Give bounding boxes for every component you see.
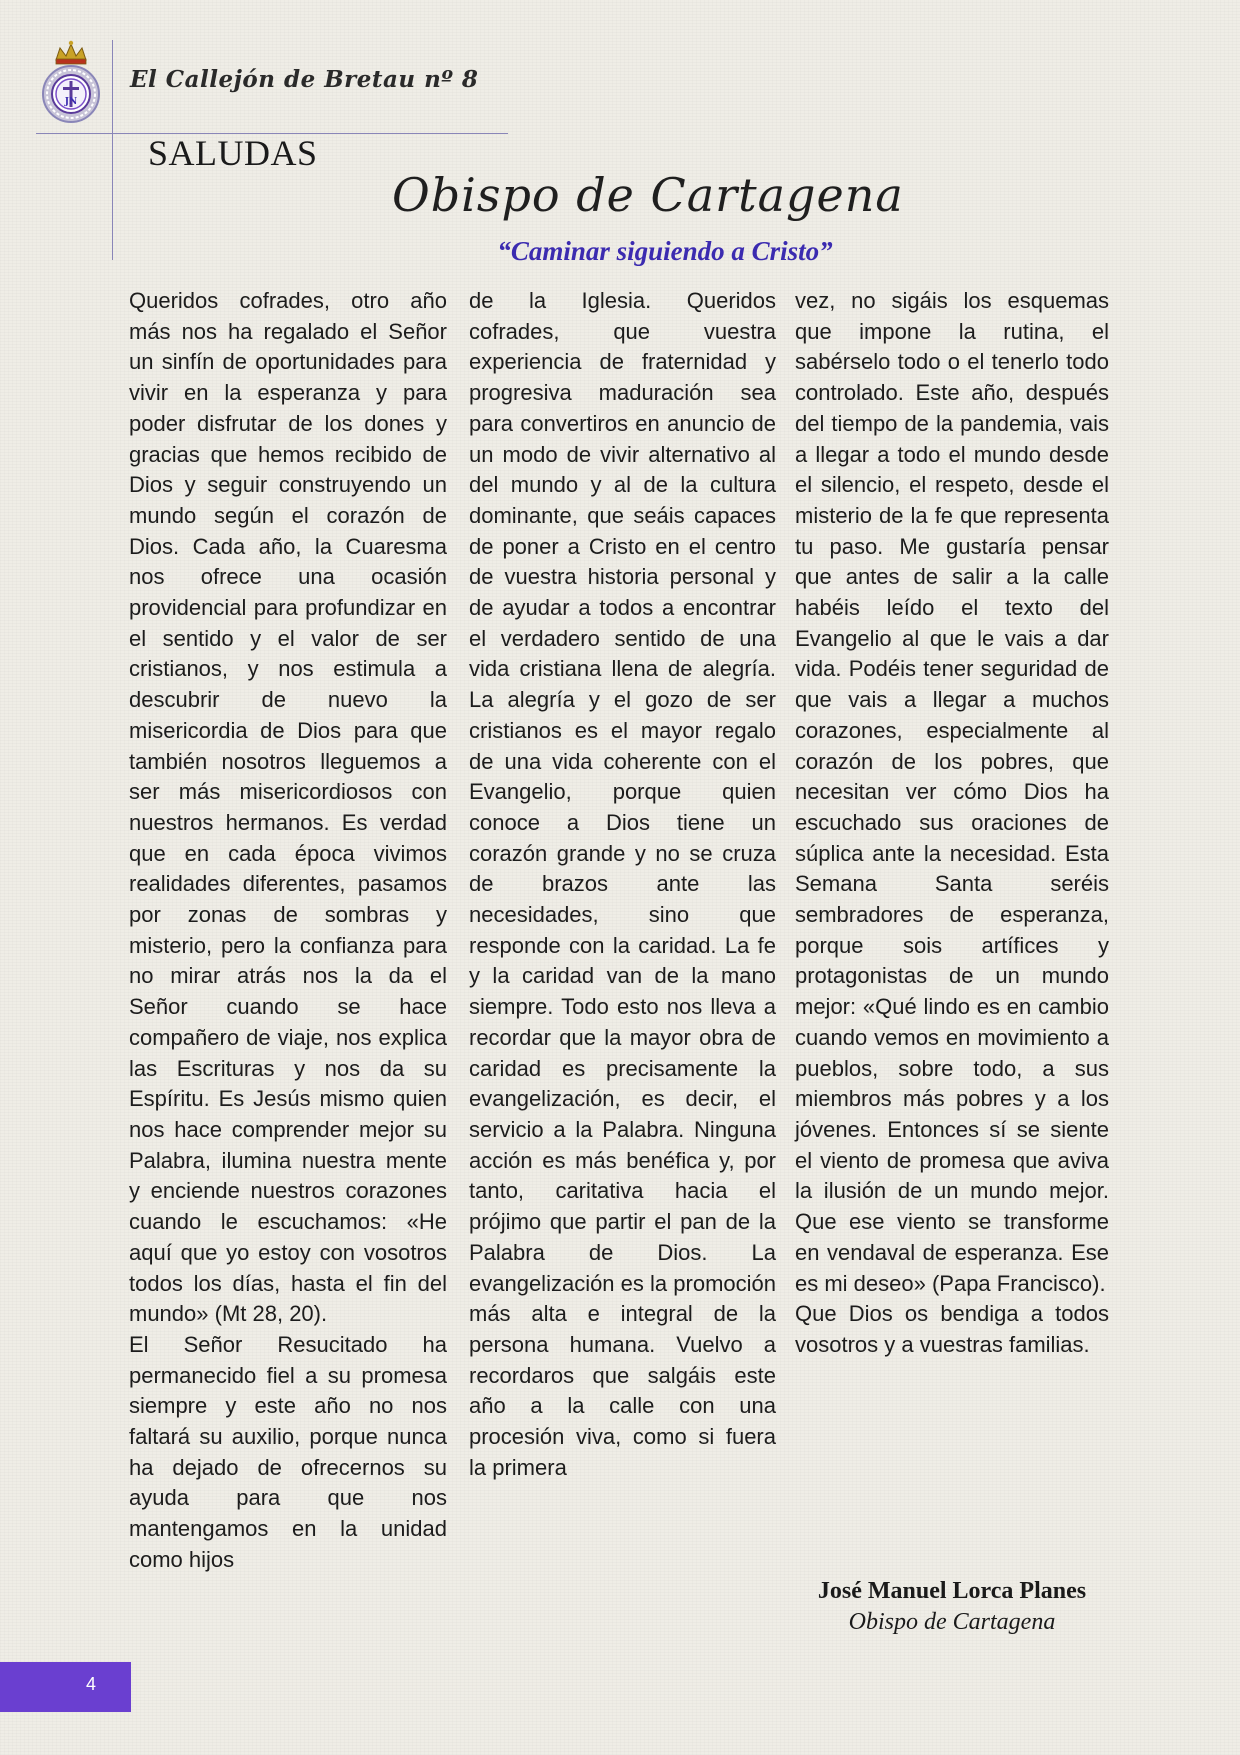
svg-text:JN: JN xyxy=(64,97,78,107)
article-column-3 xyxy=(795,286,1109,1361)
brotherhood-emblem xyxy=(38,38,104,128)
crown-icon xyxy=(56,41,86,64)
paragraph: vez, no sigáis los esquemas que impone la rutina, el sabérselo todo o el tenerlo todo controlado. Este año, después del tiempo de la pandemia, vais a llegar a todo el mundo desde el silencio, el respeto, desde el misterio de la fe que representa tu paso. Me gustaría pensar que antes de salir a la calle habéis leído el texto del Evangelio al que le vais a dar vida. Podéis tener seguridad de que vais a llegar a muchos corazones, especialmente al corazón de los pobres, que necesitan ver cómo Dios ha escuchado sus oraciones de súplica ante la necesidad. Esta Semana Santa seréis sembradores de esperanza, porque sois artífices y protagonistas de un mundo mejor: «Qué lindo es en cambio cuando vemos en movimiento a pueblos, sobre todo, a sus miembros más pobres y a los jóvenes. Entonces sí se siente el viento de promesa que aviva la ilusión de un mundo mejor. Que ese viento se transforme en vendaval de esperanza. Ese es mi deseo» (Papa Francisco). xyxy=(795,288,1109,1296)
vertical-rule xyxy=(112,40,113,260)
article-column-2 xyxy=(469,286,776,1483)
page-number: 4 xyxy=(86,1674,97,1694)
paragraph: Queridos cofrades, otro año más nos ha regalado el Señor un sinfín de oportunidades para vivir en la esperanza y para poder disfrutar de los dones y gracias que hemos recibido de Dios y seguir construyendo un mundo según el corazón de Dios. Cada año, la Cuaresma nos ofrece una ocasión providencial para profundizar en el sentido y el valor de ser cristianos, y nos estimula a descubrir de nuevo la misericordia de Dios para que también nosotros lleguemos a ser más misericordiosos con nuestros hermanos. Es verdad que en cada época vivimos realidades diferentes, pasamos por zonas de sombras y misterio, pero la confianza para no mirar atrás nos la da el Señor cuando se hace compañero de viaje, nos explica las Escrituras y nos da su Espíritu. Es Jesús mismo quien nos hace comprender mejor su Palabra, ilumina nuestra mente y enciende nuestros corazones cuando le escuchamos: «He aquí que yo estoy con vosotros todos los días, hasta el fin del mundo» (Mt 28, 20). xyxy=(129,288,447,1327)
seal-icon xyxy=(43,66,99,122)
signature-name: José Manuel Lorca Planes xyxy=(817,1578,1087,1604)
article-column-1 xyxy=(129,286,447,1576)
paragraph: El Señor Resucitado ha permanecido fiel a su promesa siempre y este año no nos faltará su auxilio, porque nunca ha dejado de ofrecernos su ayuda para que nos mantengamos en la unidad como hijos xyxy=(129,1331,447,1572)
paragraph: de la Iglesia. Queridos cofrades, que vuestra experiencia de fraternidad y progresiva maduración sea para convertiros en anuncio de un modo de vivir alternativo al del mundo y al de la cultura dominante, que seáis capaces de poner a Cristo en el centro de vuestra historia personal y de ayudar a todos a encontrar el verdadero sentido de una vida cristiana llena de alegría. La alegría y el gozo de ser cristianos es el mayor regalo de una vida coherente con el Evangelio, porque quien conoce a Dios tiene un corazón grande y no se cruza de brazos ante las necesidades, sino que responde con la caridad. La fe y la caridad van de la mano siempre. Todo esto nos lleva a recordar que la mayor obra de caridad es precisamente la evangelización, es decir, el servicio a la Palabra. Ninguna acción es más benéfica y, por tanto, caritativa hacia el prójimo que partir el pan de la Palabra de Dios. La evangelización es la promoción más alta e integral de la persona humana. Vuelvo a recordaros que salgáis este año a la calle con una procesión viva, como si fuera la primera xyxy=(469,288,776,1480)
section-label: SALUDAS xyxy=(148,133,318,173)
signature-role: Obispo de Cartagena xyxy=(848,1609,1056,1635)
magazine-title: El Callejón de Bretau nº 8 xyxy=(130,66,479,93)
paragraph: Que Dios os bendiga a todos vosotros y a vuestras familias. xyxy=(795,1301,1109,1357)
page-number-tab xyxy=(0,1662,131,1712)
article-subtitle: “Caminar siguiendo a Cristo” xyxy=(497,236,833,266)
page-title: Obispo de Cartagena xyxy=(392,168,904,222)
